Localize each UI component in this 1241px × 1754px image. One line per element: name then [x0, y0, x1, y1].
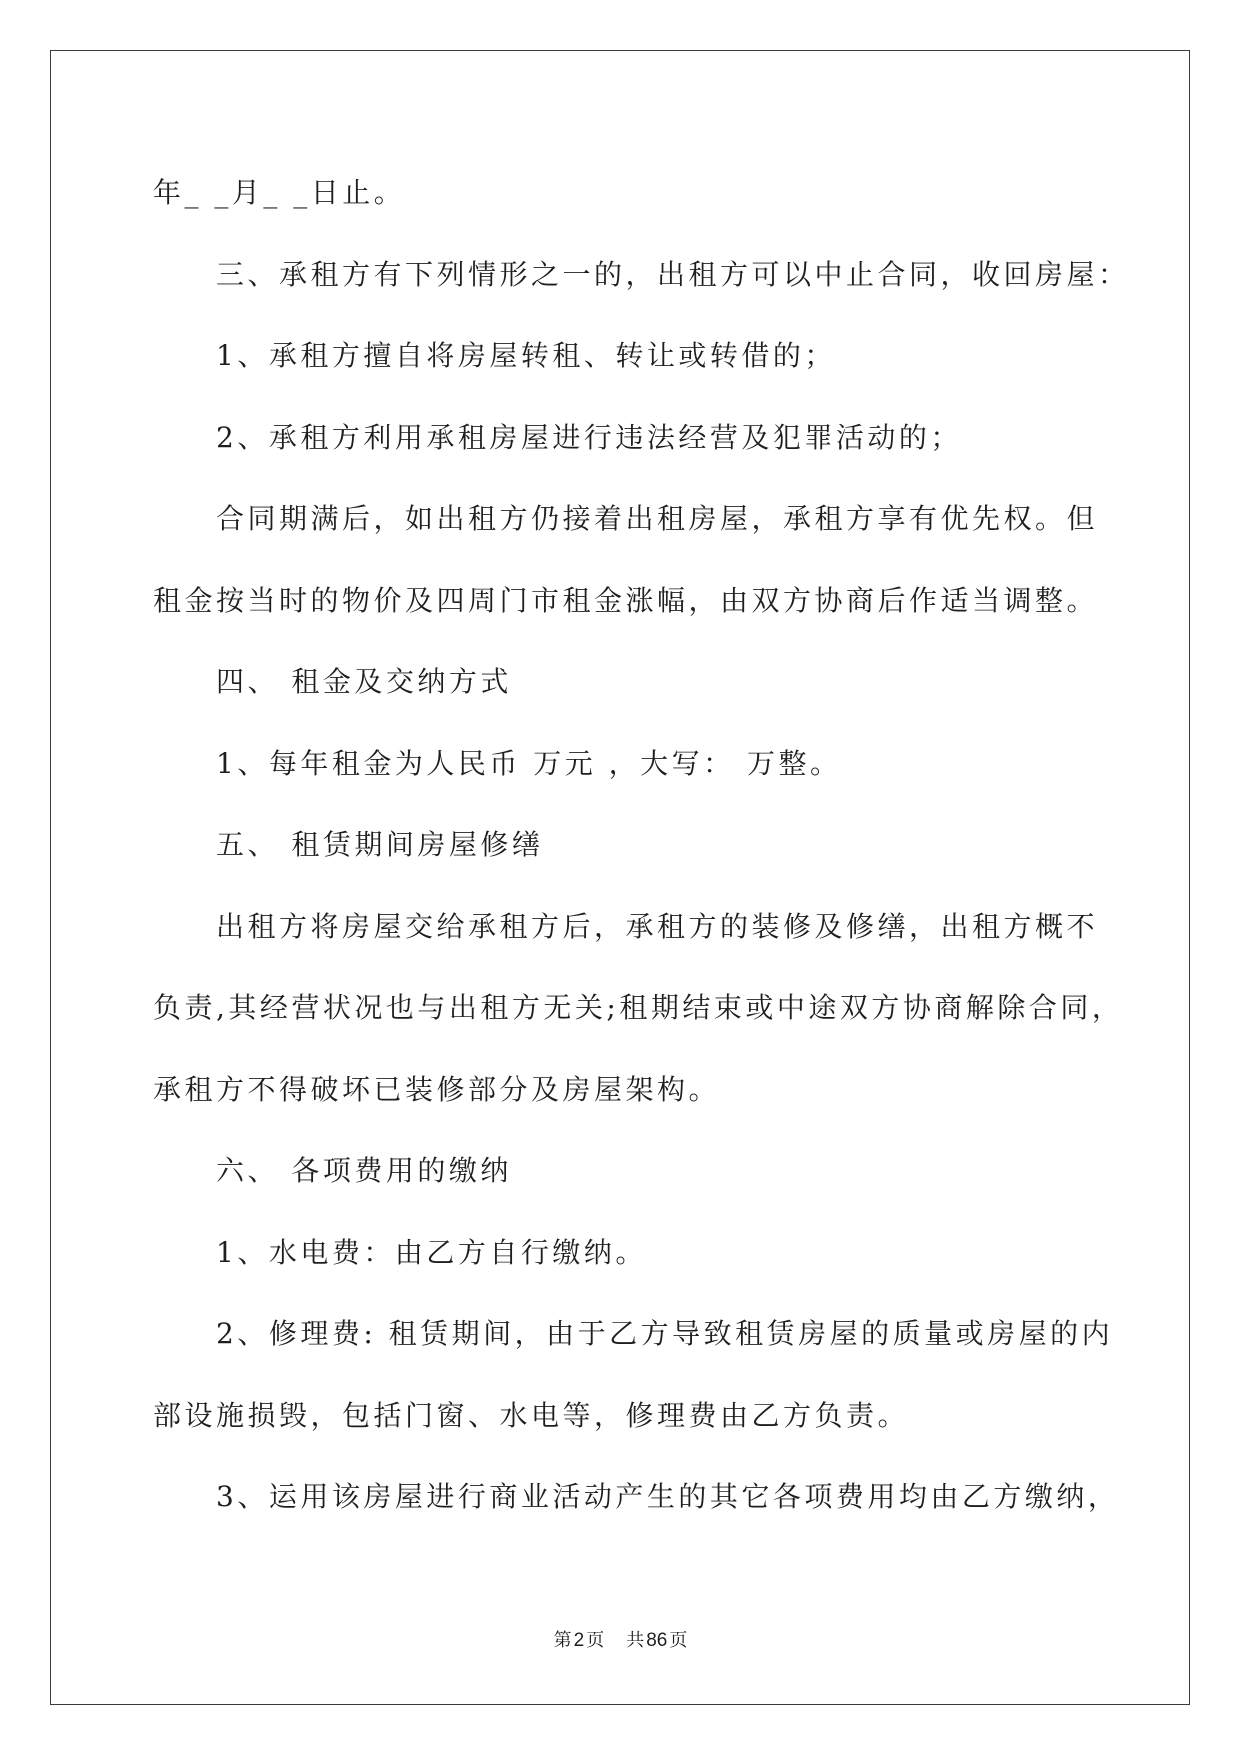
paragraph-line-repairs: 出租方将房屋交给承租方后，承租方的装修及修缮，出租方概不 [216, 909, 1099, 943]
list-item-illegal-use: 2、承租方利用承租房屋进行违法经营及犯罪活动的； [216, 420, 962, 454]
paragraph-line-renewal: 合同期满后，如出租方仍接着出租房屋，承租方享有优先权。但 [216, 502, 1099, 535]
paragraph-line-repairs-cont: 负责,其经营状况也与出租方无关;租期结束或中途双方协商解除合同， [153, 991, 1124, 1024]
list-item-repair-fee: 2、修理费: 租赁期间，由于乙方导致租赁房屋的质量或房屋的内 [216, 1317, 1114, 1350]
page-footer [0, 1626, 1241, 1652]
list-item-other-fees: 3、运用该房屋进行商业活动产生的其它各项费用均由乙方缴纳， [216, 1480, 1120, 1513]
paragraph-line-renewal-cont: 租金按当时的物价及四周门市租金涨幅，由双方协商后作适当调整。 [153, 583, 1099, 617]
section-heading-repairs: 五、 租赁期间房屋修缮 [216, 828, 544, 861]
section-heading-rent-payment: 四、 租金及交纳方式 [216, 665, 512, 698]
total-pages-label [626, 1630, 687, 1651]
page-prefix: 第 [553, 1630, 572, 1651]
list-item-repair-fee-cont: 部设施损毁，包括门窗、水电等，修理费由乙方负责。 [153, 1398, 910, 1432]
total-prefix: 共 [626, 1630, 645, 1651]
list-item-annual-rent: 1、每年租金为人民币 万元 ，大写： 万整。 [216, 746, 842, 780]
contract-body [153, 152, 1173, 1538]
list-item-sublet: 1、承租方擅自将房屋转租、转让或转借的； [216, 339, 836, 372]
total-page-count: 86 [646, 1630, 668, 1651]
paragraph-line-term-end-date: 年_ _月_ _日止。 [153, 176, 406, 209]
paragraph-line-repairs-end: 承租方不得破坏已装修部分及房屋架构。 [153, 1072, 721, 1106]
current-page-number: 2 [573, 1630, 585, 1651]
list-item-utilities: 1、水电费：由乙方自行缴纳。 [216, 1235, 647, 1269]
total-suffix: 页 [669, 1630, 688, 1651]
page-suffix: 页 [586, 1630, 605, 1651]
clause-heading-termination: 三、承租方有下列情形之一的，出租方可以中止合同，收回房屋： [216, 257, 1130, 291]
page-number-label [554, 1630, 605, 1651]
section-heading-fees: 六、 各项费用的缴纳 [216, 1154, 512, 1187]
